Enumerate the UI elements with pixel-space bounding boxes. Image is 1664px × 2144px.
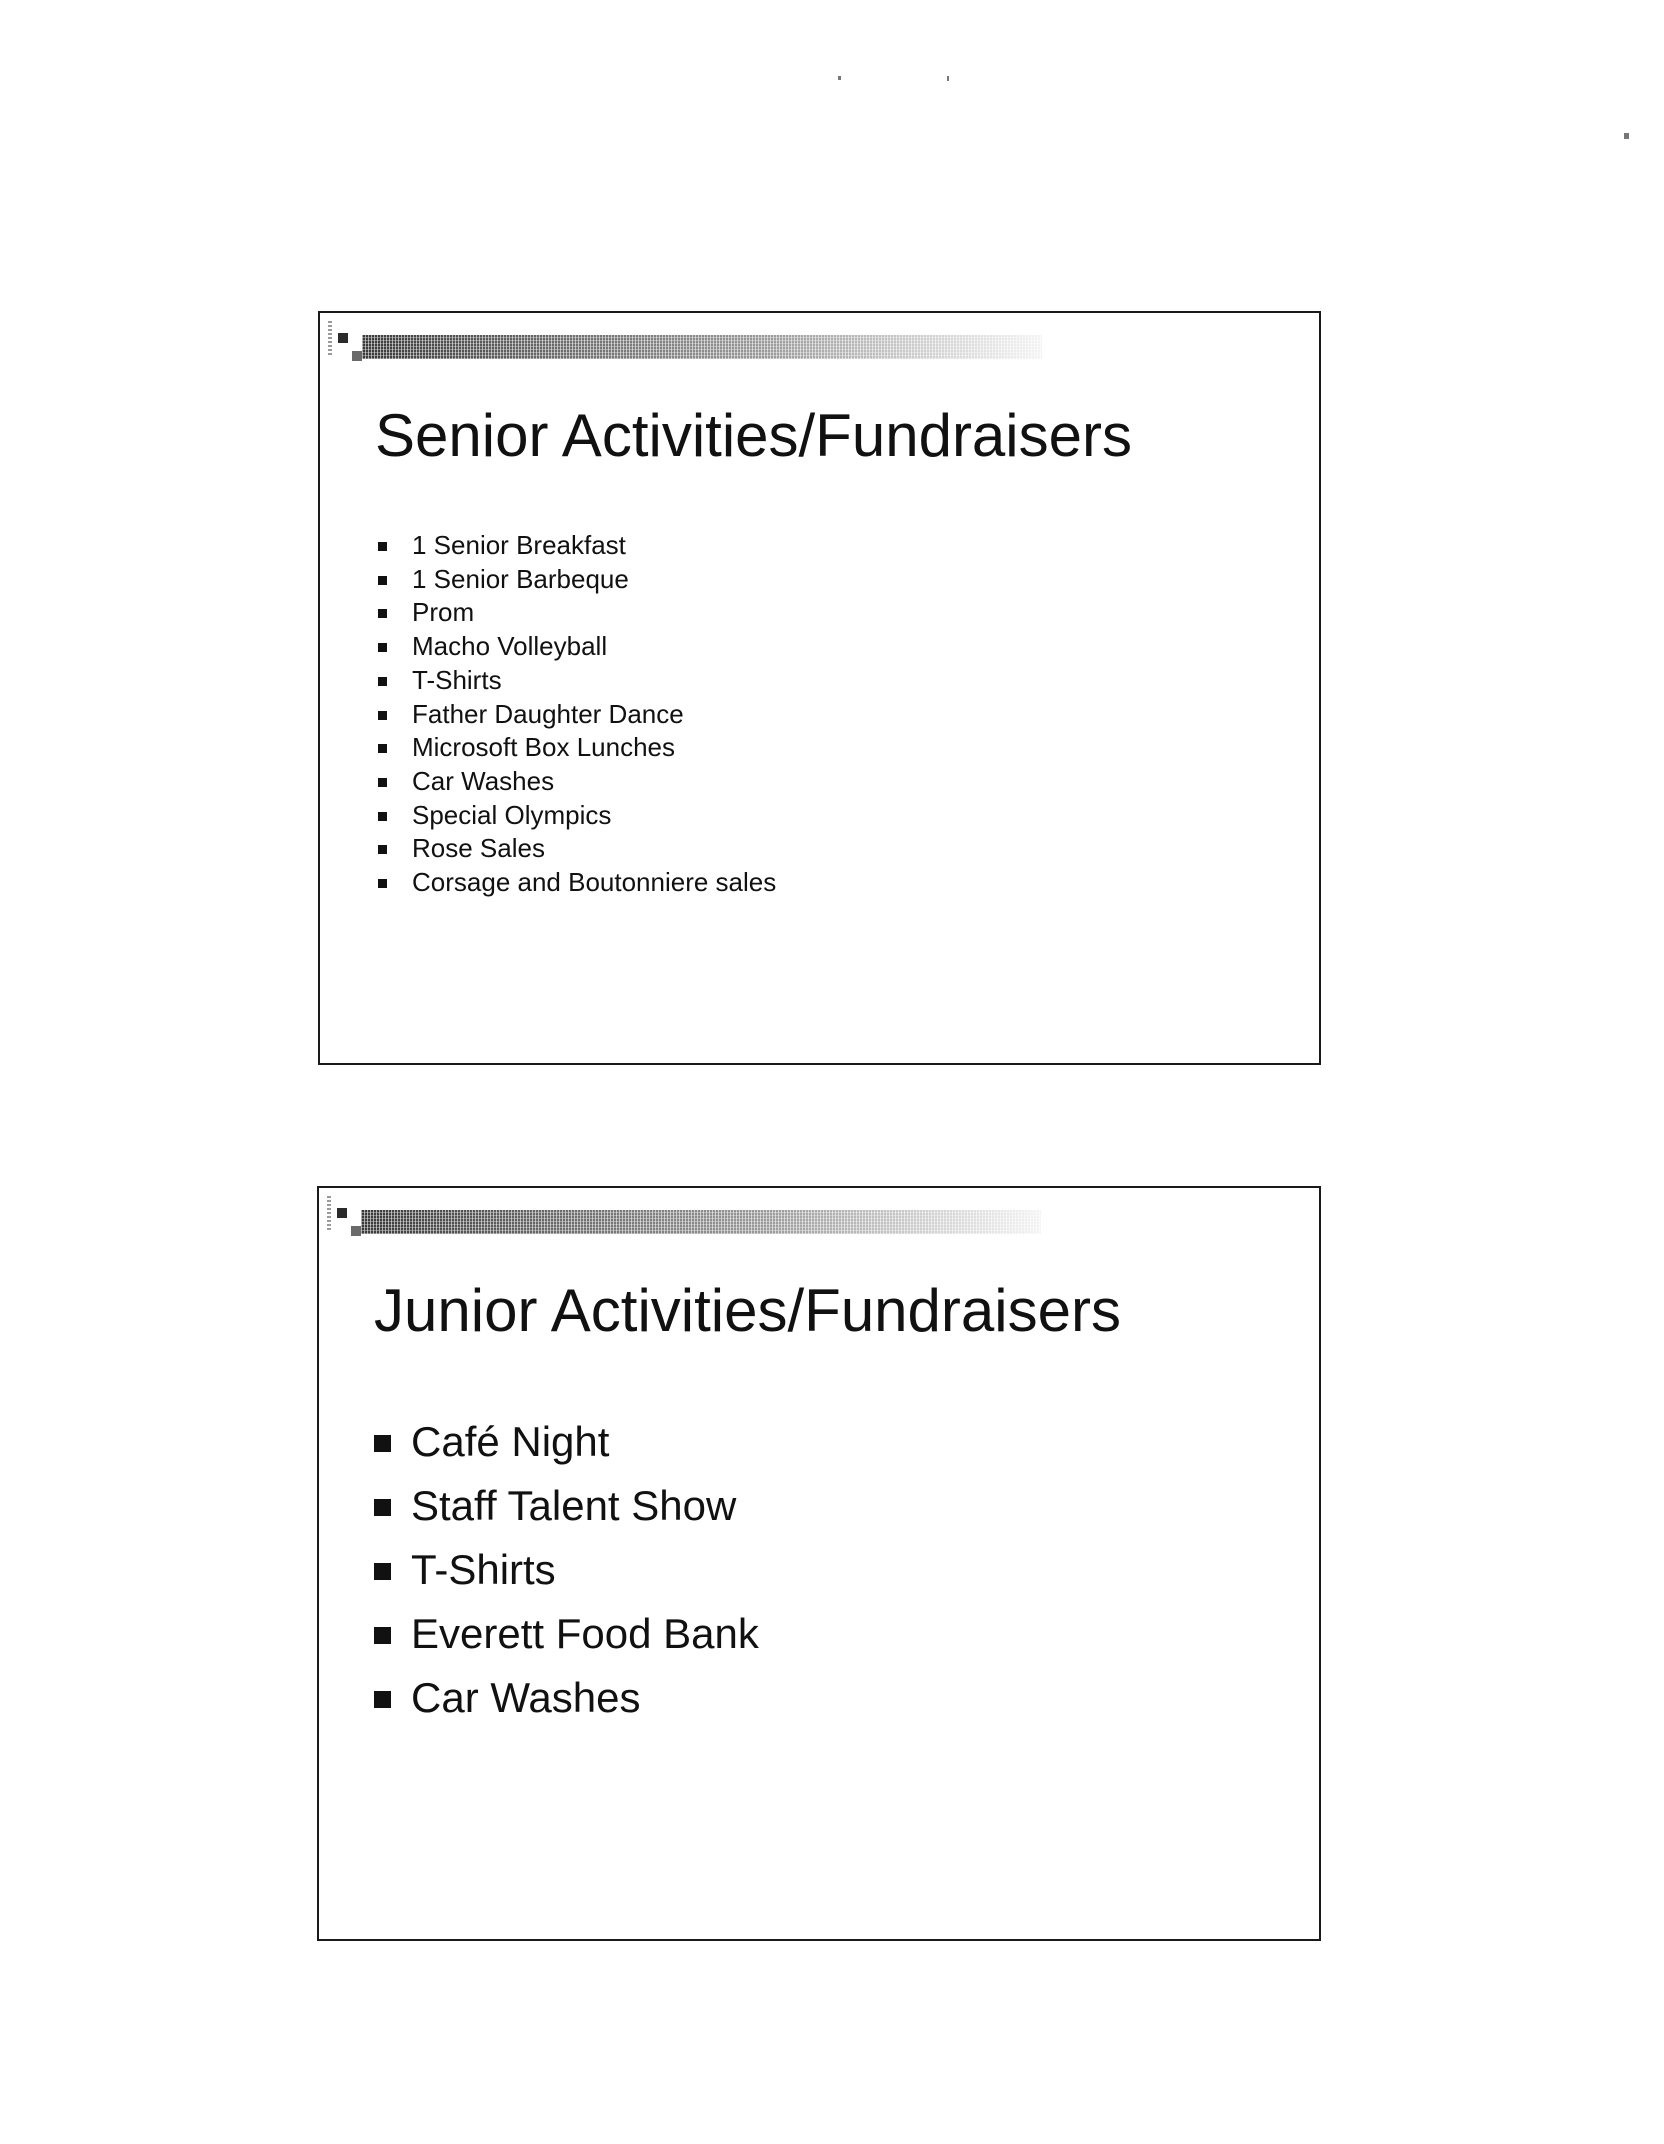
list-item (375, 529, 776, 563)
list-item-text: 1 Senior Barbeque (412, 563, 629, 594)
list-item (375, 765, 776, 799)
list-item (375, 799, 776, 833)
square-bullet-icon (378, 609, 387, 618)
decoration-square (351, 1226, 361, 1236)
list-item-text: T-Shirts (412, 664, 502, 695)
square-bullet-icon (374, 1691, 391, 1708)
list-item-text: T-Shirts (411, 1546, 556, 1593)
list-item (375, 866, 776, 900)
decoration-square (352, 351, 362, 361)
square-bullet-icon (378, 576, 387, 585)
square-bullet-icon (378, 778, 387, 787)
list-item-text: Rose Sales (412, 833, 545, 864)
list-item (375, 832, 776, 866)
list-item-text: Macho Volleyball (412, 631, 608, 662)
list-item-text: 1 Senior Breakfast (412, 530, 626, 560)
decoration-gradient-bar (361, 1210, 1041, 1234)
square-bullet-icon (378, 845, 387, 854)
square-bullet-icon (378, 542, 387, 551)
bullet-list (375, 529, 776, 900)
square-bullet-icon (378, 711, 387, 720)
list-item-text: Café Night (411, 1418, 610, 1465)
scan-speck (838, 76, 841, 80)
square-bullet-icon (378, 879, 387, 888)
scan-speck (1624, 133, 1629, 139)
square-bullet-icon (374, 1499, 391, 1516)
list-item-text: Car Washes (411, 1674, 641, 1721)
scan-speck (947, 76, 949, 81)
decoration-gradient-bar (362, 335, 1042, 359)
slide-junior (317, 1186, 1321, 1941)
list-item-text: Corsage and Boutonniere sales (412, 867, 777, 898)
list-item (374, 1538, 759, 1602)
list-item-text: Prom (412, 597, 475, 628)
list-item (375, 596, 776, 630)
list-item (374, 1602, 759, 1666)
decoration-stripe (327, 1196, 331, 1232)
list-item (374, 1410, 759, 1474)
list-item (374, 1474, 759, 1538)
slide-header-decoration (325, 1196, 1045, 1242)
list-item-text: Special Olympics (412, 799, 612, 830)
square-bullet-icon (374, 1435, 391, 1452)
square-bullet-icon (378, 677, 387, 686)
slide-header-decoration (326, 321, 1046, 367)
bullet-list (374, 1410, 759, 1730)
decoration-square (338, 333, 348, 343)
square-bullet-icon (378, 643, 387, 652)
square-bullet-icon (374, 1627, 391, 1644)
square-bullet-icon (374, 1563, 391, 1580)
list-item (374, 1666, 759, 1730)
list-item-text: Everett Food Bank (411, 1610, 759, 1657)
slide-senior (318, 311, 1321, 1065)
square-bullet-icon (378, 812, 387, 821)
list-item-text: Staff Talent Show (411, 1482, 737, 1529)
list-item (375, 731, 776, 765)
decoration-square (337, 1208, 347, 1218)
list-item-text: Microsoft Box Lunches (412, 732, 676, 763)
list-item (375, 664, 776, 698)
list-item-text: Father Daughter Dance (412, 698, 684, 729)
list-item (375, 563, 776, 597)
slide-title: Junior Activities/Fundraisers (374, 1277, 1121, 1344)
list-item (375, 698, 776, 732)
square-bullet-icon (378, 744, 387, 753)
decoration-stripe (328, 321, 332, 357)
list-item-text: Car Washes (412, 765, 555, 796)
slide-title: Senior Activities/Fundraisers (375, 402, 1132, 469)
list-item (375, 630, 776, 664)
